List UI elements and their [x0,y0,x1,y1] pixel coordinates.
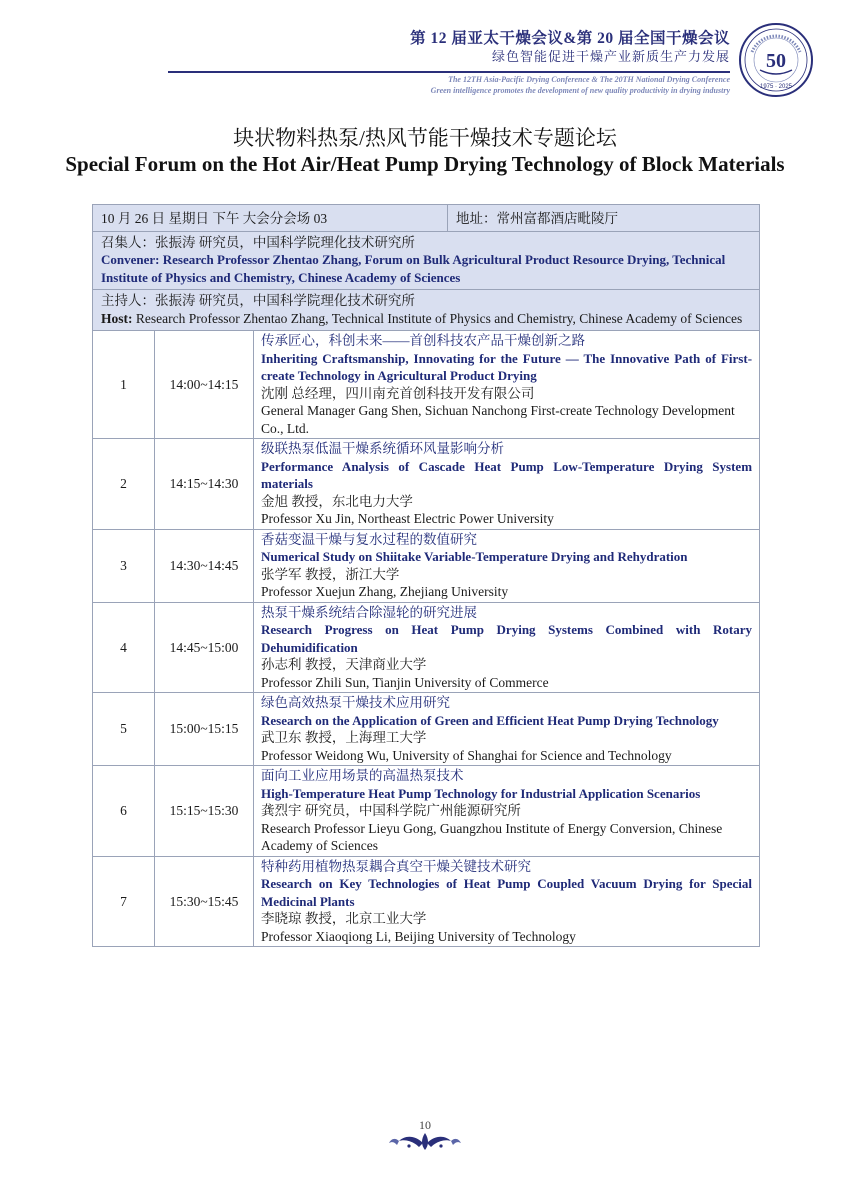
talk-row [93,602,760,693]
talk-row [93,766,760,857]
host-cn: 主持人：张振涛 研究员，中国科学院理化技术研究所 [101,293,415,308]
speaker-cn: 孙志利 教授，天津商业大学 [261,657,427,672]
talk-title-cn: 特种药用植物热泵耦合真空干燥关键技术研究 [261,858,531,874]
speaker-cn: 李晓琼 教授，北京工业大学 [261,911,427,926]
talk-number: 2 [93,439,155,530]
talk-number: 6 [93,766,155,857]
convener-en: Convener: Research Professor Zhentao Zhang, Forum on Bulk Agricultural Product Resource Drying, Technical Institute of Physics and Chemistry, Chinese Academy of Sciences [101,252,726,285]
talk-row [93,439,760,530]
talk-details [254,693,760,766]
talk-time: 14:00~14:15 [155,331,254,439]
forum-title-cn: 块状物料热泵/热风节能干燥技术专题论坛 [233,126,617,150]
talk-title-en: Research on the Application of Green and Efficient Heat Pump Drying Technology [261,712,719,728]
host-en [101,310,751,328]
talk-title-cn: 传承匠心，科创未来——首创科技农产品干燥创新之路 [261,333,585,348]
talk-details [254,331,760,439]
talk-title-en: Numerical Study on Shiitake Variable-Temperature Drying and Rehydration [261,549,688,564]
host-en-label: Host: [101,310,133,326]
talk-details [254,439,760,530]
speaker-cn: 张学军 教授，浙江大学 [261,566,400,582]
speaker-cn: 龚烈宇 研究员，中国科学院广州能源研究所 [261,803,521,818]
talk-time: 15:00~15:15 [155,693,254,766]
speaker-en: General Manager Gang Shen, Sichuan Nanchong First-create Technology Development Co., Ltd. [261,403,735,436]
speaker-en: Professor Xu Jin, Northeast Electric Power University [261,511,554,526]
talk-title-en: Performance Analysis of Cascade Heat Pump Low-Temperature Drying System materials [261,458,753,491]
convener-cn: 召集人：张振涛 研究员，中国科学院理化技术研究所 [101,234,415,250]
talk-list [93,331,760,947]
speaker-cn: 武卫东 教授，上海理工大学 [261,730,427,745]
talk-number: 1 [93,331,155,439]
talk-title-en: Research on Key Technologies of Heat Pump Coupled Vacuum Drying for Special Medicinal Plants [261,876,753,909]
speaker-en: Research Professor Lieyu Gong, Guangzhou Institute of Energy Conversion, Chinese Academy of Sciences [261,820,723,853]
talk-title-cn: 绿色高效热泵干燥技术应用研究 [261,695,450,710]
talk-time: 14:45~15:00 [155,602,254,693]
page-number: 10 [419,1118,431,1132]
talk-details [254,602,760,693]
talk-title-cn: 级联热泵低温干燥系统循环风量影响分析 [261,441,504,456]
conference-slogan-en: Green intelligence promotes the development of new quality productivity in drying industry [430,86,730,95]
talk-time: 14:15~14:30 [155,439,254,530]
conference-title-cn: 第 12 届亚太干燥会议&第 20 届全国干燥会议 [410,30,730,47]
talk-row [93,331,760,439]
host-cell [93,290,760,331]
speaker-en: Professor Xuejun Zhang, Zhejiang University [261,584,509,599]
forum-schedule-table [92,204,760,947]
speaker-cn: 沈刚 总经理，四川南充首创科技开发有限公司 [261,385,535,401]
talk-number: 7 [93,856,155,947]
talk-row [93,693,760,766]
convener-row [93,231,760,290]
talk-title-cn: 热泵干燥系统结合除湿轮的研究进展 [261,604,477,620]
talk-time: 14:30~14:45 [155,529,254,602]
talk-row [93,529,760,602]
speaker-cn: 金旭 教授，东北电力大学 [261,493,413,509]
convener-cell [93,231,760,290]
header-divider [168,71,730,73]
host-en-text: Research Professor Zhentao Zhang, Technical Institute of Physics and Chemistry, Chinese Academy of Sciences [132,310,743,326]
talk-title-en: Research Progress on Heat Pump Drying Systems Combined with Rotary Dehumidification [261,622,753,655]
talk-row [93,856,760,947]
talk-number: 4 [93,602,155,693]
logo-years: 1975 · 2025 [759,84,793,90]
talk-number: 5 [93,693,155,766]
decorative-ornament-icon [385,1127,465,1153]
talk-title-cn: 香菇变温干燥与复水过程的数值研究 [261,531,477,547]
talk-time: 15:15~15:30 [155,766,254,857]
session-time: 10 月 26 日 星期日 下午 大会分会场 03 [93,205,448,232]
speaker-en: Professor Weidong Wu, University of Shanghai for Science and Technology [261,747,672,763]
speaker-en: Professor Zhili Sun, Tianjin University of Commerce [261,674,549,690]
talk-details [254,529,760,602]
conference-title-en: The 12TH Asia-Pacific Drying Conference & The 20TH National Drying Conference [448,75,730,84]
conference-slogan-cn: 绿色智能促进干燥产业新质生产力发展 [491,49,730,64]
logo-anniversary-number: 50 [766,50,786,72]
speaker-en: Professor Xiaoqiong Li, Beijing University of Technology [261,928,576,944]
host-row [93,290,760,331]
talk-number: 3 [93,529,155,602]
session-address: 地址：常州富都酒店毗陵厅 [448,205,760,232]
talk-time: 15:30~15:45 [155,856,254,947]
talk-details [254,766,760,857]
talk-title-en: Inheriting Craftsmanship, Innovating for the Future — The Innovative Path of First-create Technology in Agricultural Product Drying [261,350,753,383]
session-info-row [93,205,760,232]
conference-50th-logo-icon [738,22,814,98]
forum-title-en: Special Forum on the Hot Air/Heat Pump Drying Technology of Block Materials [65,152,785,176]
talk-title-cn: 面向工业应用场景的高温热泵技术 [261,768,464,783]
talk-title-en: High-Temperature Heat Pump Technology for Industrial Application Scenarios [261,785,701,801]
talk-details [254,856,760,947]
